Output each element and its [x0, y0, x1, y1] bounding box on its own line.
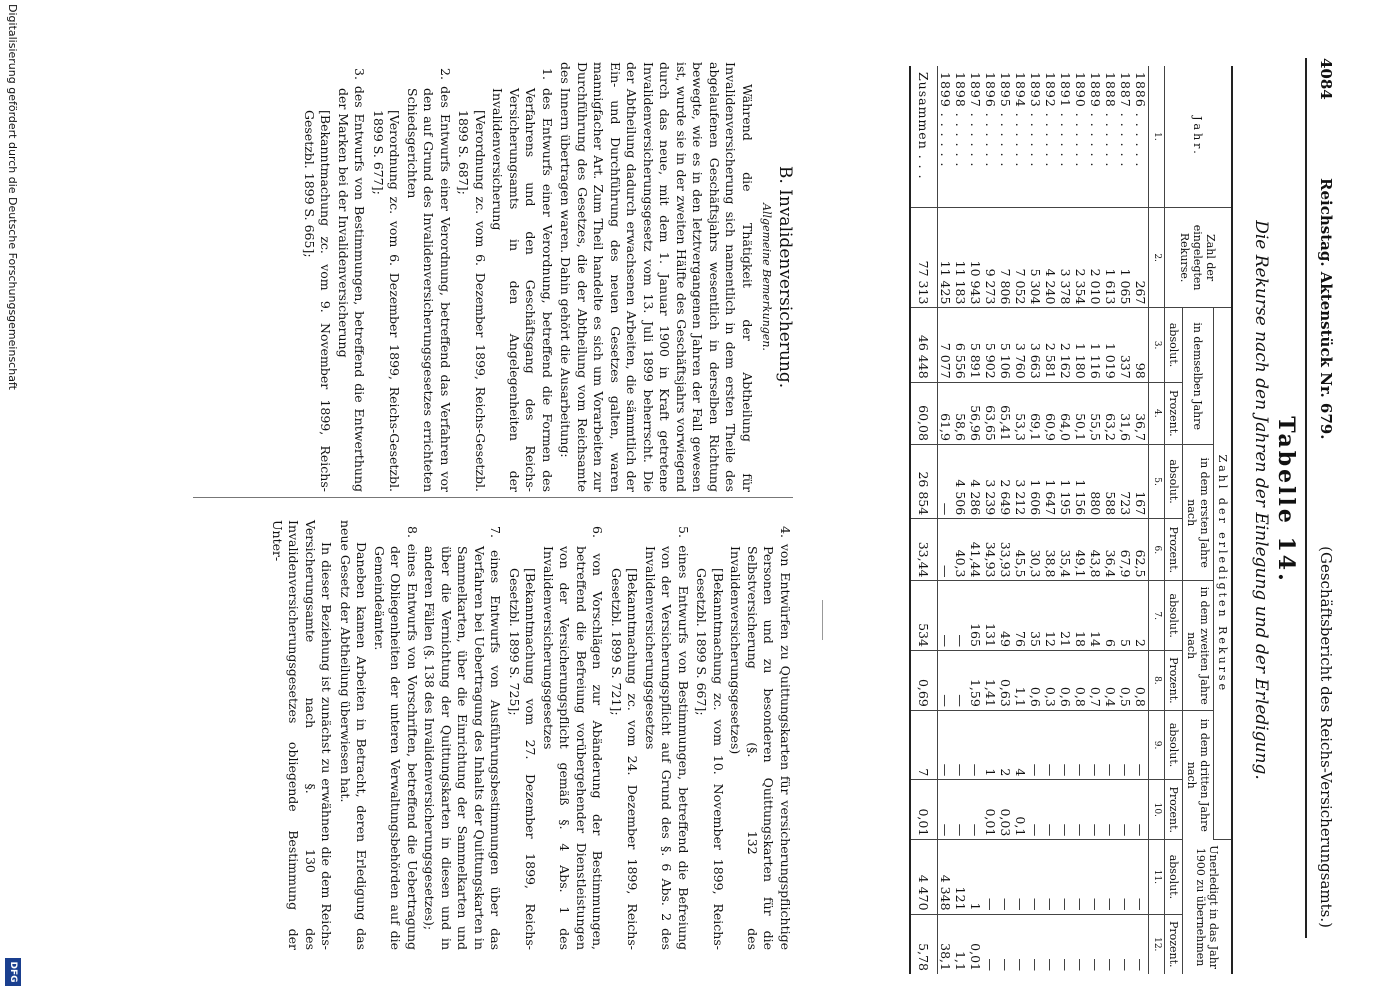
cell-value: 50,1: [1073, 382, 1088, 444]
cell-value: 2 649: [998, 444, 1013, 518]
cell-year: 1891 . . . . . .: [1058, 66, 1073, 207]
cell-value: 1,41: [983, 650, 998, 710]
list-item-reference: [Bekanntmachung zc. vom 24. Dezember 1899, Reichs-Gesetzbl. 1899 S. 721];: [609, 568, 641, 950]
cell-value: —: [938, 650, 954, 710]
cell-value: —: [1028, 780, 1043, 840]
cell-value: 337: [1118, 308, 1133, 382]
cell-value: —: [1103, 710, 1118, 779]
cell-value: 3 212: [1013, 444, 1028, 518]
cell-value: 1,1: [953, 951, 968, 971]
cell-value: 0,01: [983, 780, 998, 840]
cell-value: 4 240: [1043, 207, 1058, 308]
cell-value: 1 065: [1118, 207, 1133, 308]
column-number: 6.: [1149, 519, 1165, 581]
cell-value: 6 556: [953, 308, 968, 382]
cell-value: 33,93: [998, 519, 1013, 581]
cell-value: 0,4: [1103, 650, 1118, 710]
cell-value: 30,3: [1028, 519, 1043, 581]
table-row: [1118, 66, 1133, 974]
cell-value: —: [938, 519, 954, 581]
list-item-number: 3.: [352, 68, 368, 80]
cell-value: 65,41: [998, 382, 1013, 444]
cell-value: 35: [1028, 581, 1043, 650]
cell-value: —: [1133, 710, 1149, 779]
list-item-reference: [Bekanntmachung zc. vom 9. November 1899, Reichs-Gesetzbl. 1899 S. 665];: [302, 110, 334, 492]
total-value: 7: [911, 710, 938, 779]
column-number: 10.: [1149, 780, 1165, 840]
separator-mark: [822, 600, 823, 640]
cell-value: —: [1073, 710, 1088, 779]
col-header-prozent: Prozent.: [1165, 914, 1183, 974]
cell-value: —: [1028, 710, 1043, 779]
cell-value: 1 195: [1058, 444, 1073, 518]
running-header: [1311, 58, 1335, 928]
column-number: 7.: [1149, 581, 1165, 650]
cell-value: 58,6: [953, 382, 968, 444]
list-item: [489, 62, 555, 492]
col-header-prozent: Prozent.: [1165, 650, 1183, 710]
list-item-number: 6.: [590, 526, 606, 538]
column-number: 11.: [1149, 840, 1165, 914]
cell-value: 0,63: [998, 650, 1013, 710]
list-item-number: 2.: [438, 68, 453, 80]
cell-value: 121: [953, 840, 968, 914]
cell-value: 61,9: [938, 382, 954, 444]
cell-value: —: [1043, 780, 1058, 840]
cell-value: —: [1118, 780, 1133, 840]
header-rule: [1305, 58, 1307, 938]
list-item-text: eines Entwurfs von Bestimmungen, betreffend die Befreiung von der Versicherungspflicht auf Grund des §. 6 Abs. 2 des Invalidenversicherungsgesetzes: [643, 545, 691, 950]
cell-value: 60,9: [1043, 382, 1058, 444]
closing-paragraph-1: Daneben kamen Arbeiten in Betracht, deren Erledigung das neue Gesetz der Abtheilung überwiesen hat.: [338, 520, 370, 950]
dfg-logo: DFG: [5, 958, 21, 986]
column-number: 12.: [1149, 914, 1165, 974]
cell-value: 0,8: [1133, 650, 1149, 710]
cell-year: 1888 . . . . . .: [1103, 66, 1118, 207]
cell-value: 3 663: [1028, 308, 1043, 382]
cell-value: —: [953, 581, 968, 650]
cell-value: 69,1: [1028, 382, 1043, 444]
table-row: [1073, 66, 1088, 974]
list-item: [540, 520, 606, 950]
list-item-text: des Entwurfs von Bestimmungen, betreffend die Entwerthung der Marken bei der Invalidenversicherung: [336, 85, 368, 492]
cell-value: 4 506: [953, 444, 968, 518]
cell-value: 40,3: [953, 519, 968, 581]
cell-value: —: [953, 650, 968, 710]
cell-value: 10 943: [968, 207, 983, 308]
total-value: 4 470: [911, 840, 938, 914]
cell-value: 1 613: [1103, 207, 1118, 308]
cell-value: 0,8: [1073, 650, 1088, 710]
cell-value: —: [983, 840, 998, 914]
cell-value: —: [1028, 958, 1043, 971]
cell-value: —: [938, 780, 954, 840]
cell-value: 63,2: [1103, 382, 1118, 444]
cell-value: 41,44: [968, 519, 983, 581]
cell-value: —: [968, 780, 983, 840]
cell-value: 880: [1088, 444, 1103, 518]
cell-value: 21: [1058, 581, 1073, 650]
cell-value: —: [938, 710, 954, 779]
table-row: [1058, 66, 1073, 974]
cell-value: —: [1088, 958, 1103, 971]
table-row: [1013, 66, 1028, 974]
list-item: [642, 520, 692, 950]
cell-value: 0,6: [1058, 650, 1073, 710]
cell-value: 723: [1118, 444, 1133, 518]
column-number: 9.: [1149, 710, 1165, 779]
col-header-prozent: Prozent.: [1165, 382, 1183, 444]
cell-value: 7 806: [998, 207, 1013, 308]
text-column-right: [267, 520, 794, 950]
list-item-number: 4.: [778, 526, 793, 538]
cell-value: —: [1058, 780, 1073, 840]
list-item: [335, 62, 368, 492]
cell-value: 18: [1073, 581, 1088, 650]
cell-value: 0,3: [1043, 650, 1058, 710]
cell-year: 1898 . . . . . .: [953, 66, 968, 207]
page-number: 4084: [1317, 58, 1335, 100]
cell-value: 38,1: [938, 943, 953, 971]
table-row: [953, 66, 968, 974]
table-total-row: [911, 66, 938, 974]
cell-value: 0,5: [1118, 650, 1133, 710]
cell-value: 2 162: [1058, 308, 1073, 382]
cell-value: 5 891: [968, 308, 983, 382]
cell-year: 1896 . . . . . .: [983, 66, 998, 207]
table-row: [1028, 66, 1043, 974]
cell-value: 36,7: [1133, 382, 1149, 444]
list-item-number: 5.: [676, 526, 691, 538]
table-row: [1133, 66, 1149, 974]
cell-value: 3 239: [983, 444, 998, 518]
cell-value: 5: [1118, 581, 1133, 650]
cell-year: 1887 . . . . . .: [1118, 66, 1133, 207]
cell-value: —: [1028, 840, 1043, 914]
cell-value: 1 019: [1103, 308, 1118, 382]
cell-value: —: [1088, 840, 1103, 914]
total-value: 60,08: [911, 382, 938, 444]
cell-value: 165: [968, 581, 983, 650]
list-item-reference: [Verordnung zc. vom 6. Dezember 1899, Reichs-Gesetzbl. 1899 S. 687];: [456, 110, 488, 492]
cell-year: 1895 . . . . . .: [998, 66, 1013, 207]
cell-value: 167: [1133, 444, 1149, 518]
cell-value: 53,3: [1013, 382, 1028, 444]
table-row: [1043, 66, 1058, 974]
total-value: 33,44: [911, 519, 938, 581]
cell-value: 1 606: [1028, 444, 1043, 518]
cell-value: 34,93: [983, 519, 998, 581]
cell-value: 11 425: [938, 207, 954, 308]
col-header-third-year: in dem dritten Jahre nach: [1183, 710, 1214, 839]
cell-value: 63,65: [983, 382, 998, 444]
cell-value: —: [1058, 840, 1073, 914]
cell-value: —: [1118, 958, 1133, 971]
col-header-same-year: in demselben Jahre: [1183, 308, 1214, 445]
cell-value: —: [1013, 958, 1028, 971]
col-header-pending: Unerledigt in das Jahr 1900 zu übernehmen: [1183, 840, 1232, 974]
cell-value: —: [1118, 840, 1133, 914]
cell-value: 1 647: [1043, 444, 1058, 518]
list-item: [404, 62, 454, 492]
cell-value: 0,01: [968, 943, 983, 971]
cell-value: —: [1073, 840, 1088, 914]
cell-value: 67,9: [1118, 519, 1133, 581]
cell-value: 131: [983, 581, 998, 650]
cell-value: —: [1043, 958, 1058, 971]
cell-value: 38,8: [1043, 519, 1058, 581]
cell-value: 6: [1103, 581, 1118, 650]
cell-value: 9 273: [983, 207, 998, 308]
cell-value: 2: [1133, 581, 1149, 650]
list-item-number: 1.: [540, 68, 555, 80]
cell-value: 12: [1043, 581, 1058, 650]
list-item-text: des Entwurfs einer Verordnung, betreffend das Verfahren vor den auf Grund des Invalidenversicherungsgesetzes errichteten Schiedsgerichten: [405, 86, 453, 492]
cell-value: —: [1103, 780, 1118, 840]
cell-value: 14: [1088, 581, 1103, 650]
col-header-absolut: absolut.: [1165, 581, 1183, 650]
col-header-prozent: Prozent.: [1165, 519, 1183, 581]
list-item-reference: [Verordnung zc. vom 6. Dezember 1899, Reichs-Gesetzbl. 1899 S. 677];: [371, 110, 403, 492]
list-item-text: von Vorschlägen zur Abänderung der Bestimmungen, betreffend die Befreiung vorübergehender Dienstleistungen von der Versicherungspflicht gemäß §. 4 Abs. 1 des Invalidenversicherungsgesetzes: [541, 546, 606, 950]
cell-value: 1,1: [1013, 650, 1028, 710]
cell-year: 1899 . . . . . .: [938, 66, 954, 207]
cell-value: —: [1103, 840, 1118, 914]
cell-value: 45,5: [1013, 519, 1028, 581]
table-row: [1103, 66, 1118, 974]
cell-value: —: [938, 444, 954, 518]
closing-paragraph-2: In dieser Beziehung ist zunächst zu erwähnen die dem Reichs-Versicherungsamte nach §. 130 des Invalidenversicherungsgesetzes obliegende Bestimmung der Unter-: [270, 520, 335, 950]
text-column-left: [299, 62, 794, 492]
list-item-reference: [Bekanntmachung vom 27. Dezember 1899, Reichs-Gesetzbl. 1899 S. 725];: [507, 568, 539, 950]
cell-value: —: [1013, 840, 1028, 914]
total-label: Zusammen . . .: [911, 66, 938, 207]
total-value: 0,01: [911, 780, 938, 840]
total-value: 5,78: [911, 914, 938, 974]
cell-value: 5 902: [983, 308, 998, 382]
cell-value: 2 354: [1073, 207, 1088, 308]
cell-year: 1890 . . . . . .: [1073, 66, 1088, 207]
cell-value: 56,96: [968, 382, 983, 444]
cell-value: 3 378: [1058, 207, 1073, 308]
table-title: Tabelle 14.: [1273, 416, 1299, 584]
col-header-year: Jahr.: [1165, 66, 1232, 207]
col-header-absolut: absolut.: [1165, 710, 1183, 779]
list-item-text: des Entwurfs einer Verordnung, betreffend die Formen des Verfahrens und den Geschäftsgang des Reichs-Versicherungsamts in den Angelegenheiten der Invalidenversicherung: [490, 88, 555, 492]
cell-value: —: [998, 958, 1013, 971]
list-item-text: von Entwürfen zu Quittungskarten für versicherungspflichtige Personen und zu besonderen Quittungskarten für die Selbstversicherung (§. 132 des Invalidenversicherungsgesetzes): [728, 543, 793, 950]
column-number: 4.: [1149, 382, 1165, 444]
cell-year: 1897 . . . . . .: [968, 66, 983, 207]
col-header-absolut: absolut.: [1165, 444, 1183, 518]
cell-value: —: [983, 958, 998, 971]
cell-value: —: [1133, 780, 1149, 840]
cell-value: —: [998, 840, 1013, 914]
list-item: [727, 520, 793, 950]
cell-value: 1,59: [968, 650, 983, 710]
cell-value: 588: [1103, 444, 1118, 518]
cell-value: 2 010: [1088, 207, 1103, 308]
cell-value: 4: [1013, 710, 1028, 779]
total-value: 534: [911, 581, 938, 650]
cell-value: 0,1: [1013, 780, 1028, 840]
col-header-absolut: absolut.: [1165, 308, 1183, 382]
cell-value: 3 760: [1013, 308, 1028, 382]
table-row: [968, 66, 983, 974]
cell-value: —: [1073, 780, 1088, 840]
column-number: 2.: [1149, 207, 1165, 308]
cell-value: 62,5: [1133, 519, 1149, 581]
column-number-row: [1149, 66, 1165, 974]
table-row: [1088, 66, 1103, 974]
cell-value: 2: [998, 710, 1013, 779]
column-number: 3.: [1149, 308, 1165, 382]
cell-value: 49,1: [1073, 519, 1088, 581]
cell-value: 76: [1013, 581, 1028, 650]
cell-value: —: [938, 581, 954, 650]
cell-value: 55,5: [1088, 382, 1103, 444]
cell-value: 1 116: [1088, 308, 1103, 382]
col-header-filed: Zahl der eingelegten Rekurse.: [1165, 207, 1232, 308]
cell-value: 0,03: [998, 780, 1013, 840]
cell-value: 1 156: [1073, 444, 1088, 518]
header-title: Reichstag. Aktenstück Nr. 679.: [1317, 178, 1335, 440]
cell-year: 1892 . . . . . .: [1043, 66, 1058, 207]
cell-value: —: [1058, 710, 1073, 779]
cell-value: —: [1058, 958, 1073, 971]
cell-value: —: [1103, 958, 1118, 971]
cell-value: 4 286: [968, 444, 983, 518]
total-value: 0,69: [911, 650, 938, 710]
cell-year: 1894 . . . . . .: [1013, 66, 1028, 207]
cell-value: —: [1043, 840, 1058, 914]
header-context: (Geschäftsbericht des Reichs-Versicherungsamts.): [1317, 546, 1335, 928]
table-subtitle: Die Rekurse nach den Jahren der Einlegung und der Erledigung.: [1251, 220, 1271, 780]
column-number: 5.: [1149, 444, 1165, 518]
cell-value: —: [953, 780, 968, 840]
cell-value: 64,0: [1058, 382, 1073, 444]
cell-value: 7 052: [1013, 207, 1028, 308]
cell-value: —: [1133, 958, 1148, 971]
cell-value: 5 106: [998, 308, 1013, 382]
cell-value: —: [1118, 710, 1133, 779]
table-row: [998, 66, 1013, 974]
cell-value: —: [1043, 710, 1058, 779]
list-item: [371, 520, 421, 950]
cell-value: 2 581: [1043, 308, 1058, 382]
cell-year: 1889 . . . . . .: [1088, 66, 1103, 207]
cell-value: —: [1133, 840, 1149, 914]
cell-value: —: [1088, 710, 1103, 779]
col-header-settled: Zahl der erledigten Rekurse: [1214, 308, 1232, 840]
cell-value: 0,6: [1028, 650, 1043, 710]
column-number: 8.: [1149, 650, 1165, 710]
cell-value: 0,7: [1088, 650, 1103, 710]
cell-value: 1: [983, 710, 998, 779]
column-divider: [193, 497, 793, 498]
cell-value: 1: [968, 840, 983, 914]
section-heading: B. Invalidenversicherung.: [775, 165, 795, 389]
column-number: 1.: [1149, 66, 1165, 207]
col-header-second-year: in dem zweiten Jahre nach: [1183, 581, 1214, 710]
cell-year: 1886 . . . . . .: [1133, 66, 1149, 207]
cell-value: 43,8: [1088, 519, 1103, 581]
list-item-number: 8.: [405, 526, 420, 538]
cell-value: —: [968, 710, 983, 779]
cell-value: —: [1073, 958, 1088, 971]
cell-value: 5 304: [1028, 207, 1043, 308]
total-value: 77 313: [911, 207, 938, 308]
cell-year: 1893 . . . . . .: [1028, 66, 1043, 207]
list-item-reference: [Bekanntmachung zc. vom 10. November 1899, Reichs-Gesetzbl. 1899 S. 667];: [694, 568, 726, 950]
footer-credit-text: Digitalisierung gefördert durch die Deutsche Forschungsgemeinschaft: [6, 4, 19, 390]
cell-value: —: [1088, 780, 1103, 840]
intro-paragraph: Während die Thätigkeit der Abtheilung für Invalidenversicherung sich namentlich in dem ersten Theile des abgelaufenen Geschäftsjahrs wesentlich in derselben Richtung bewegte, wie es in den letztvergangenen Jahren der Fall gewesen ist, wurde sie in der zweiten Hälfte des Geschäftsjahrs vorwiegend durch das neue, mit dem 1. Januar 1900 in Kraft getretene Invalidenversicherungsgesetz vom 13. Juli 1899 beherrscht. Die der Abtheilung dadurch erwachsenen Arbeiten, die sämmtlich der Ein- und Durchführung des neuen Gesetzes galten, waren mannigfacher Art. Zum Theil handelte es sich um Vorarbeiten zur Durchführung des Gesetzes, die der Abtheilung vom Reichsamte des Innern übertragen waren. Dahin gehört die Ausarbeitung:: [558, 62, 755, 492]
rekurse-table: [909, 66, 1233, 974]
footer-credit: [1, 0, 21, 1000]
list-item-text: eines Entwurfs von Ausführungsbestimmungen über das Verfahren bei Uebertragung des Inhalts der Quittungskarten in Sammelkarten, über die Einrichtung der Sammelkarten und über die Vernichtung der Quittungskarten in diesen und in anderen Fällen (§. 138 des Invalidenversicherungsgesetzes);: [422, 546, 504, 950]
table-row: [983, 66, 998, 974]
cell-value: 267: [1133, 207, 1149, 308]
list-item: [421, 520, 504, 950]
list-item-number: 7.: [488, 526, 504, 538]
total-value: 46 448: [911, 308, 938, 382]
cell-value: 7 077: [938, 308, 954, 382]
cell-value: 35,4: [1058, 519, 1073, 581]
cell-value: 4 348: [938, 840, 954, 914]
col-header-prozent: Prozent.: [1165, 780, 1183, 840]
cell-value: 1 180: [1073, 308, 1088, 382]
col-header-first-year: in dem ersten Jahre nach: [1183, 444, 1214, 581]
section-subheading: Allgemeine Bemerkungen.: [760, 203, 774, 351]
table-row: [938, 66, 954, 974]
cell-value: 31,6: [1118, 382, 1133, 444]
list-item-text: eines Entwurfs von Vorschriften, betreffend die Uebertragung der Obliegenheiten der unteren Verwaltungsbehörden auf die Gemeindeämter.: [372, 543, 420, 950]
cell-value: 49: [998, 581, 1013, 650]
cell-value: 36,4: [1103, 519, 1118, 581]
cell-value: 98: [1133, 308, 1149, 382]
total-value: 26 854: [911, 444, 938, 518]
col-header-absolut: absolut.: [1165, 840, 1183, 914]
cell-value: —: [953, 710, 968, 779]
cell-value: 11 183: [953, 207, 968, 308]
